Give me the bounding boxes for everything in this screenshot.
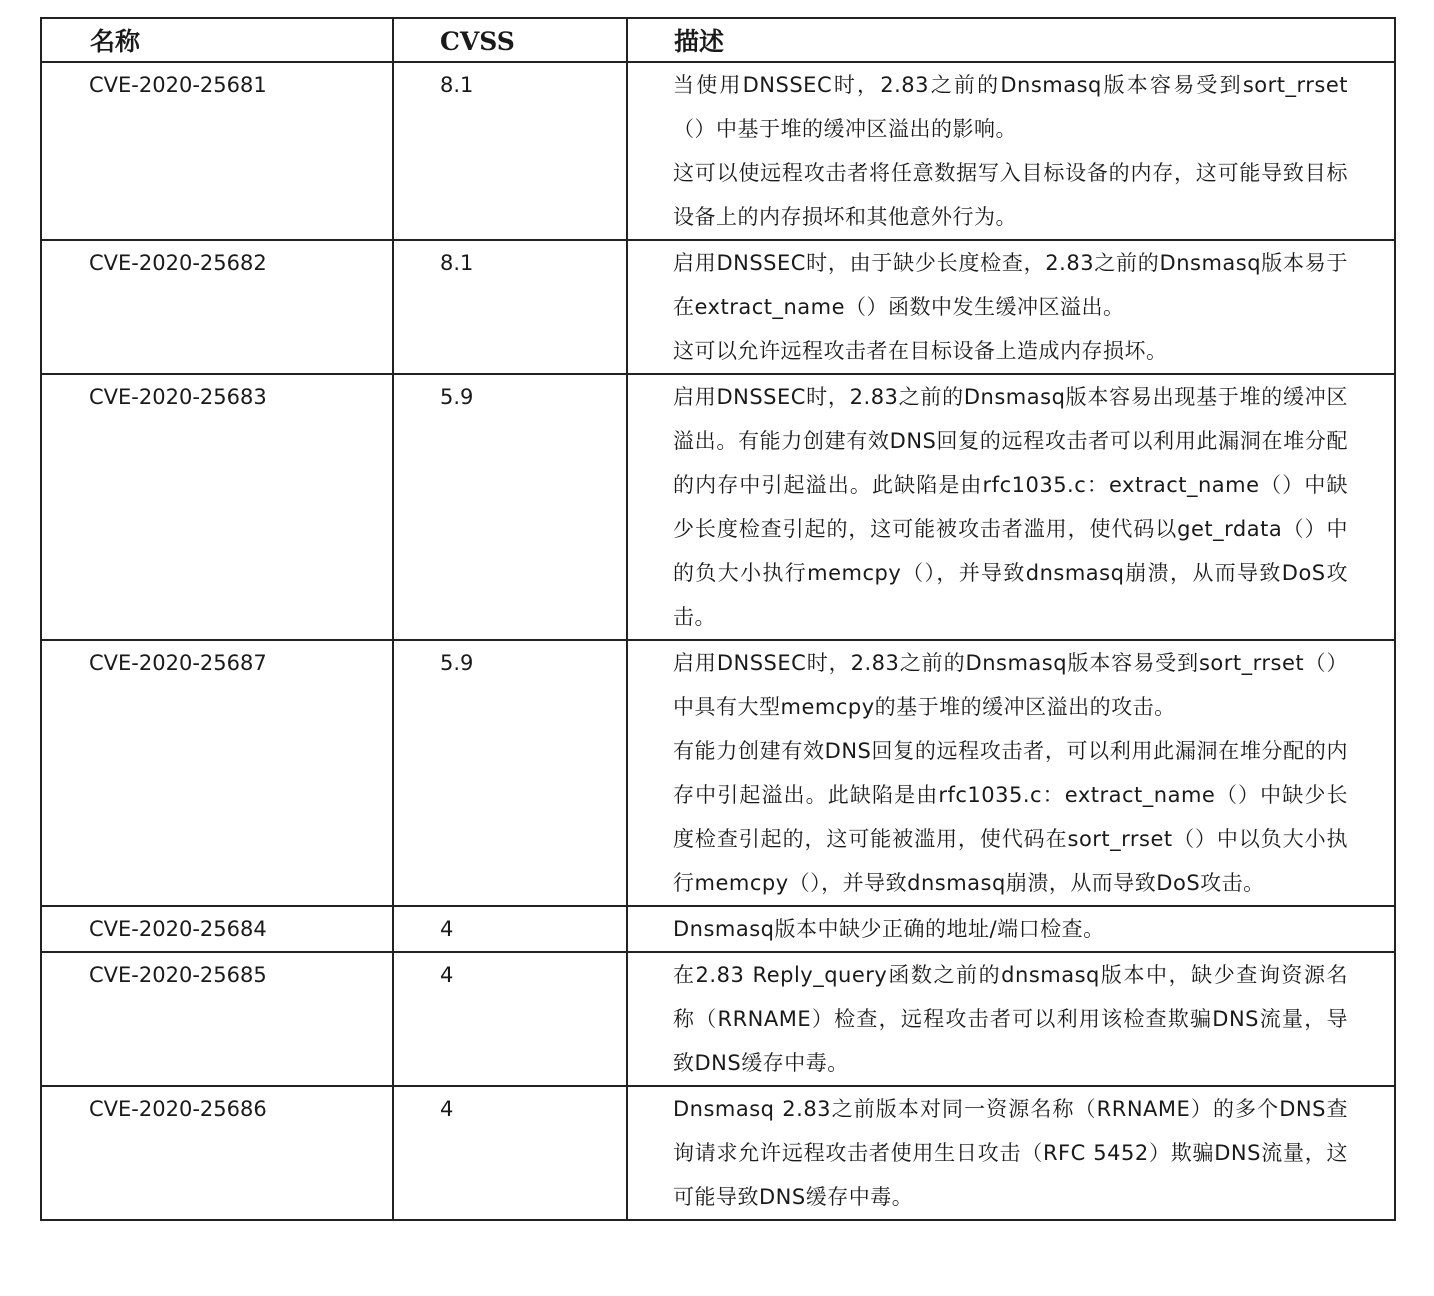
cve-name-cell [41, 1086, 393, 1220]
cvss-score-cell [393, 952, 627, 1086]
description-paragraph: 这可以允许远程攻击者在目标设备上造成内存损坏。 [673, 339, 1168, 363]
description-cell [627, 374, 1395, 640]
cvss-score: 4 [440, 917, 454, 941]
cve-name-cell [41, 640, 393, 906]
cve-name-cell [41, 62, 393, 240]
cve-name: CVE-2020-25682 [89, 251, 267, 275]
column-header-cvss: CVSS [393, 18, 627, 62]
cve-name-cell [41, 374, 393, 640]
table-row [41, 640, 1395, 906]
description-cell [627, 906, 1395, 952]
cve-name: CVE-2020-25683 [89, 385, 267, 409]
cvss-score: 8.1 [440, 251, 474, 275]
cvss-score: 8.1 [440, 73, 474, 97]
description-paragraph: 启用DNSSEC时，由于缺少长度检查，2.83之前的Dnsmasq版本易于在extract_name（）函数中发生缓冲区溢出。 [673, 251, 1348, 319]
cvss-score: 4 [440, 1097, 454, 1121]
table-row [41, 240, 1395, 374]
description-cell [627, 952, 1395, 1086]
cve-name-cell [41, 240, 393, 374]
description-cell [627, 640, 1395, 906]
cvss-score-cell [393, 906, 627, 952]
cve-name: CVE-2020-25686 [89, 1097, 267, 1121]
table-row [41, 62, 1395, 240]
description-paragraph: 当使用DNSSEC时，2.83之前的Dnsmasq版本容易受到sort_rrset（）中基于堆的缓冲区溢出的影响。 [673, 73, 1348, 141]
table-row [41, 1086, 1395, 1220]
cvss-score-cell [393, 640, 627, 906]
cvss-score: 5.9 [440, 651, 474, 675]
cve-name-cell [41, 952, 393, 1086]
column-header-name: 名称 [41, 18, 393, 62]
description-paragraph: Dnsmasq版本中缺少正确的地址/端口检查。 [673, 917, 1105, 941]
table-row [41, 952, 1395, 1086]
description-paragraph: 在2.83 Reply_query函数之前的dnsmasq版本中，缺少查询资源名称（RRNAME）检查，远程攻击者可以利用该检查欺骗DNS流量，导致DNS缓存中毒。 [673, 963, 1348, 1075]
column-header-description: 描述 [627, 18, 1395, 62]
table-body [41, 62, 1395, 1220]
description-paragraph: 这可以使远程攻击者将任意数据写入目标设备的内存，这可能导致目标设备上的内存损坏和其他意外行为。 [673, 161, 1348, 229]
cve-name: CVE-2020-25684 [89, 917, 267, 941]
description-cell [627, 62, 1395, 240]
description-paragraph: 启用DNSSEC时，2.83之前的Dnsmasq版本容易出现基于堆的缓冲区溢出。有能力创建有效DNS回复的远程攻击者可以利用此漏洞在堆分配的内存中引起溢出。此缺陷是由rfc1035.c：extract_name（）中缺少长度检查引起的，这可能被攻击者滥用，使代码以get_rdata（）中的负大小执行memcpy（），并导致dnsmasq崩溃，从而导致DoS攻击。 [673, 385, 1348, 629]
header-row [41, 18, 1395, 62]
table-row [41, 374, 1395, 640]
description-paragraph: 启用DNSSEC时，2.83之前的Dnsmasq版本容易受到sort_rrset（）中具有大型memcpy的基于堆的缓冲区溢出的攻击。 [673, 651, 1348, 719]
description-cell [627, 1086, 1395, 1220]
cvss-score-cell [393, 1086, 627, 1220]
cve-name: CVE-2020-25687 [89, 651, 267, 675]
description-cell [627, 240, 1395, 374]
cve-table [40, 17, 1396, 1221]
table-header [41, 18, 1395, 62]
table-row [41, 906, 1395, 952]
cvss-score-cell [393, 240, 627, 374]
cvss-score: 4 [440, 963, 454, 987]
description-paragraph: Dnsmasq 2.83之前版本对同一资源名称（RRNAME）的多个DNS查询请求允许远程攻击者使用生日攻击（RFC 5452）欺骗DNS流量，这可能导致DNS缓存中毒。 [673, 1097, 1348, 1209]
cve-name-cell [41, 906, 393, 952]
description-paragraph: 有能力创建有效DNS回复的远程攻击者，可以利用此漏洞在堆分配的内存中引起溢出。此缺陷是由rfc1035.c：extract_name（）中缺少长度检查引起的，这可能被滥用，使代码在sort_rrset（）中以负大小执行memcpy（），并导致dnsmasq崩溃，从而导致DoS攻击。 [673, 739, 1348, 895]
cve-name: CVE-2020-25685 [89, 963, 267, 987]
cvss-score-cell [393, 62, 627, 240]
cvss-score-cell [393, 374, 627, 640]
cvss-score: 5.9 [440, 385, 474, 409]
cve-name: CVE-2020-25681 [89, 73, 267, 97]
